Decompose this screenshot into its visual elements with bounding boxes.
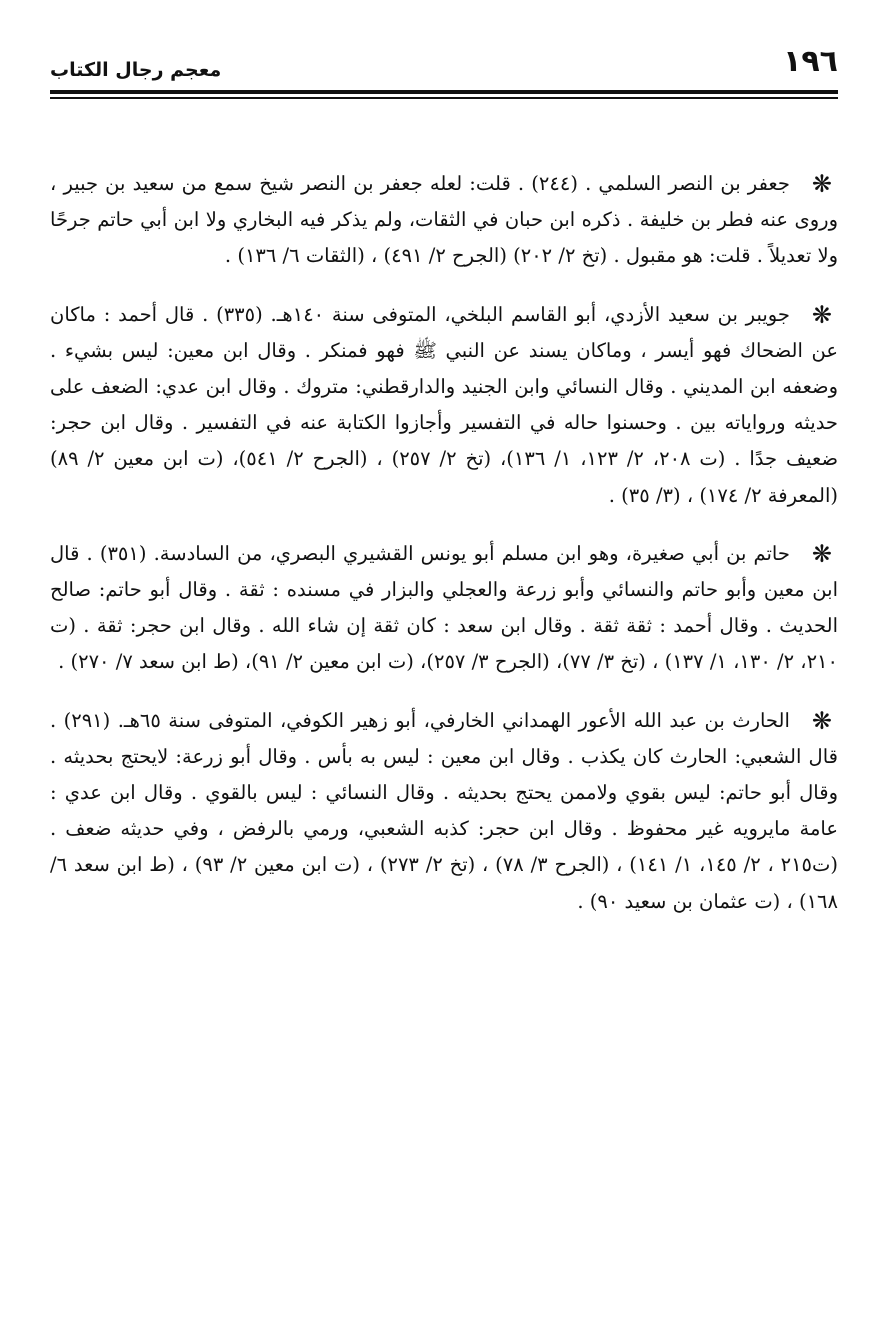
- entry-text: جعفر بن النصر السلمي . (٢٤٤) . قلت: لعله جعفر بن النصر شيخ سمع من سعيد بن جبير ، وروى عنه فطر بن خليفة . ذكره ابن حبان في الثقات، ولم يذكر فيه البخاري ولا ابن أبي حاتم جرحًا ولا تعديلاً . قلت: هو مقبول . (تخ ٢/ ٢٠٢) (الجرح ٢/ ٤٩١) ، (الثقات ٦/ ١٣٦) .: [50, 172, 838, 268]
- entry-harith: [50, 703, 838, 920]
- asterisk-bullet-icon: ❋: [811, 539, 832, 568]
- entry-text: جويبر بن سعيد الأزدي، أبو القاسم البلخي، المتوفى سنة ١٤٠هـ. (٣٣٥) . قال أحمد : ماكان عن الضحاك فهو أيسر ، وماكان يسند عن النبي ﷺ فهو فمنكر . وقال ابن معين: ليس بشيء . وضعفه ابن المديني . وقال النسائي وابن الجنيد والدارقطني: متروك . وقال ابن عدي: الضعف على حديثه ورواياته بين . وحسنوا حاله في التفسير وأجازوا الكتابة عنه في التفسير . وقال ابن حجر: ضعيف جدًا . (ت ٢٠٨، ٢/ ١٢٣، ١/ ١٣٦)، (تخ ٢/ ٢٥٧) ، (الجرح ٢/ ٥٤١)، (ت ابن معين ٢/ ٨٩) (المعرفة ٢/ ١٧٤) ، (٣/ ٣٥) .: [50, 302, 839, 507]
- entry-text: الحارث بن عبد الله الأعور الهمداني الخارفي، أبو زهير الكوفي، المتوفى سنة ٦٥هـ. (٢٩١) . قال الشعبي: الحارث كان يكذب . وقال ابن معين : ليس به بأس . وقال أبو زرعة: لايحتج بحديثه . وقال أبو حاتم: ليس بقوي ولاممن يحتج بحديثه . وقال النسائي : ليس بالقوي . وقال ابن عدي : عامة مايرويه غير محفوظ . وقال ابن حجر: كذبه الشعبي، ورمي بالرفض ، وفي حديثه ضعف . (ت٢١٥ ، ٢/ ١٤٥، ١/ ١٤١) ، (الجرح ٣/ ٧٨) ، (تخ ٢/ ٢٧٣) ، (ت ابن معين ٢/ ٩٣) ، (ط ابن سعد ٦/ ١٦٨) ، (ت عثمان بن سعيد ٩٠) .: [50, 708, 838, 913]
- asterisk-bullet-icon: ❋: [811, 170, 833, 198]
- header-rule-thick: [50, 90, 838, 94]
- page-number: ١٩٦: [783, 44, 838, 79]
- entry-text: حاتم بن أبي صغيرة، وهو ابن مسلم أبو يونس القشيري البصري، من السادسة. (٣٥١) . قال ابن معين وأبو حاتم والنسائي وأبو زرعة والعجلي والبزار في مسنده : ثقة . وقال أبو حاتم: صالح الحديث . وقال أحمد : ثقة ثقة . وقال ابن سعد : كان ثقة إن شاء الله . وقال ابن حجر: ثقة . (ت ٢١٠، ٢/ ١٣٠، ١/ ١٣٧) ، (تخ ٣/ ٧٧)، (الجرح ٣/ ٢٥٧)، (ت ابن معين ٢/ ٩١)، (ط ابن سعد ٧/ ٢٧٠) .: [50, 541, 838, 674]
- entry-jafar: [50, 166, 838, 275]
- entries-content: [50, 166, 838, 942]
- entry-juwaybir: [50, 297, 838, 514]
- asterisk-bullet-icon: ❋: [811, 300, 832, 329]
- page-header: [50, 42, 838, 90]
- header-rule-thin: [50, 97, 838, 99]
- running-title: معجم رجال الكتاب: [50, 59, 222, 81]
- asterisk-bullet-icon: ❋: [811, 706, 832, 735]
- entry-hatim: [50, 536, 838, 681]
